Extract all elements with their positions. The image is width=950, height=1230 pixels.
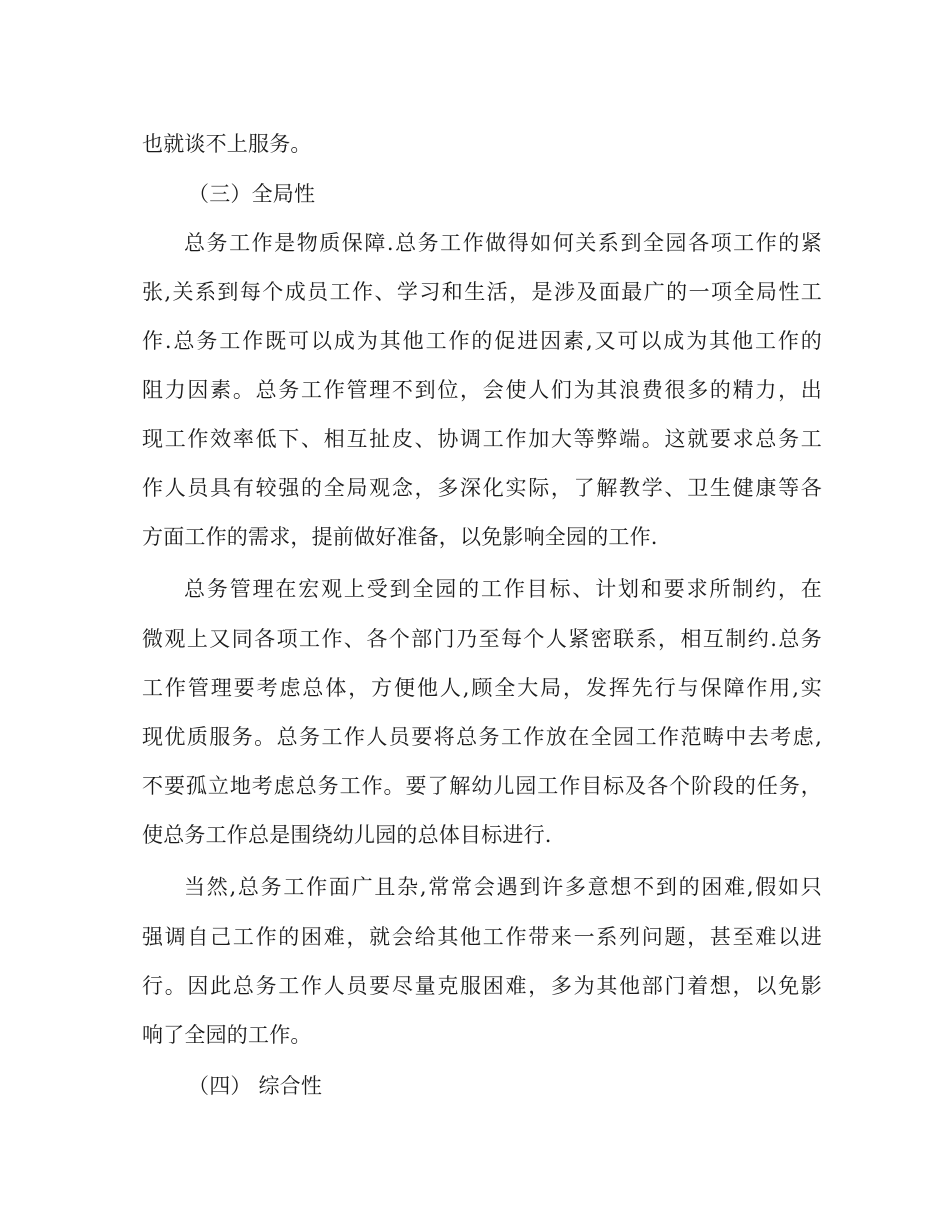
paragraph-line: 不要孤立地考虑总务工作。要了解幼儿园工作目标及各个阶段的任务， — [142, 774, 822, 798]
paragraph-line: 微观上又同各项工作、各个部门乃至每个人紧密联系，相互制约.总务 — [142, 627, 822, 651]
section-heading: （四） 综合性 — [188, 1074, 323, 1098]
paragraph-line: 工作管理要考虑总体，方便他人,顾全大局，发挥先行与保障作用,实 — [142, 676, 822, 700]
paragraph-line: 作.总务工作既可以成为其他工作的促进因素,又可以成为其他工作的 — [142, 329, 822, 353]
paragraph-line: 作人员具有较强的全局观念，多深化实际，了解教学、卫生健康等各 — [142, 476, 822, 500]
paragraph-line: 张,关系到每个成员工作、学习和生活，是涉及面最广的一项全局性工 — [142, 280, 822, 304]
section-heading: （三）全局性 — [188, 182, 316, 206]
paragraph-line: 现工作效率低下、相互扯皮、协调工作加大等弊端。这就要求总务工 — [142, 427, 822, 451]
paragraph-line: 使总务工作总是围绕幼儿园的总体目标进行. — [142, 823, 552, 847]
paragraph-line: 强调自己工作的困难，就会给其他工作带来一系列问题，甚至难以进 — [142, 925, 822, 949]
paragraph-line: 总务管理在宏观上受到全园的工作目标、计划和要求所制约，在 — [184, 577, 822, 601]
paragraph-line: 响了全园的工作。 — [142, 1023, 312, 1047]
paragraph-line: 行。因此总务工作人员要尽量克服困难，多为其他部门着想，以免影 — [142, 974, 822, 998]
paragraph-line: 当然,总务工作面广且杂,常常会遇到许多意想不到的困难,假如只 — [184, 875, 822, 899]
paragraph-line: 方面工作的需求，提前做好准备，以免影响全园的工作. — [142, 525, 658, 549]
paragraph-line: 阻力因素。总务工作管理不到位，会使人们为其浪费很多的精力，出 — [142, 378, 822, 402]
paragraph-line: 总务工作是物质保障.总务工作做得如何关系到全园各项工作的紧 — [184, 231, 822, 255]
text-line: 也就谈不上服务。 — [142, 132, 312, 156]
paragraph-line: 现优质服务。总务工作人员要将总务工作放在全园工作范畴中去考虑, — [142, 725, 822, 749]
